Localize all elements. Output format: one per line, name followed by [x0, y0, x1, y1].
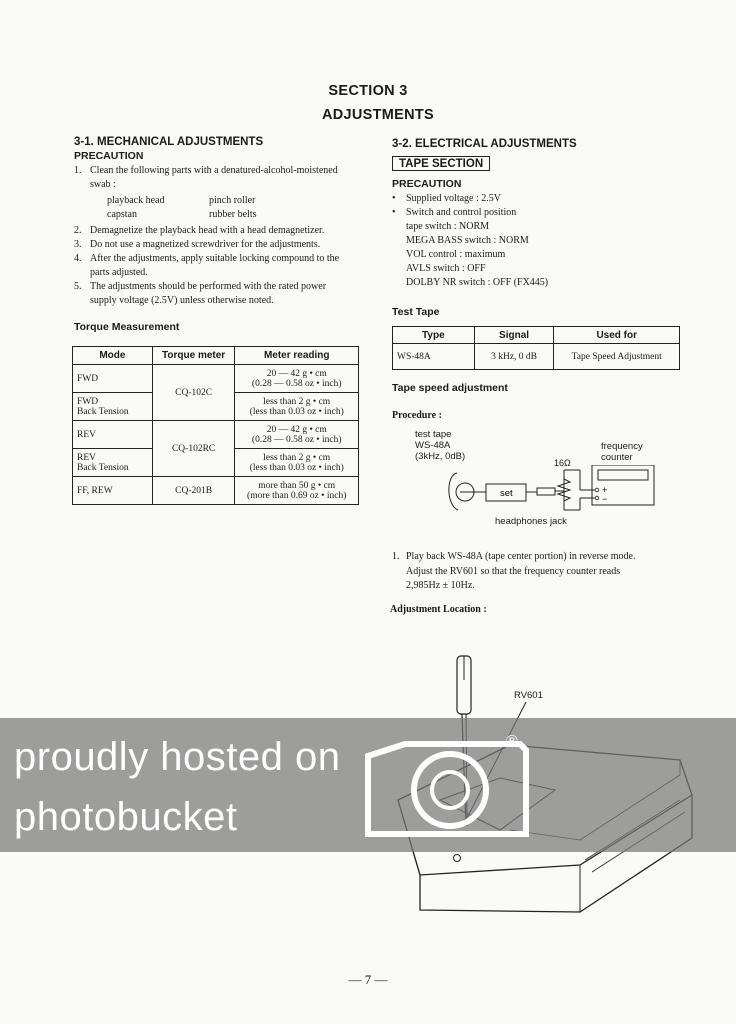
mode-cell: Back Tension: [77, 462, 129, 473]
minus-terminal: −: [602, 494, 608, 504]
plus-terminal: +: [602, 485, 608, 495]
part-item: pinch roller: [209, 195, 256, 206]
step-1: [74, 164, 374, 192]
switch-setting: MEGA BASS switch : NORM: [406, 235, 529, 246]
step-text: Do not use a magnetized screwdriver for the adjustments.: [90, 239, 321, 250]
step-text: parts adjusted.: [90, 267, 148, 278]
tape-label-line: (3kHz, 0dB): [415, 451, 466, 462]
watermark-line1: proudly hosted on: [14, 735, 341, 779]
step-text: Play back WS-48A (tape center portion) in reverse mode.: [406, 551, 636, 562]
bullet-icon: •: [392, 207, 396, 218]
bullet-text: Supplied voltage : 2.5V: [406, 193, 501, 204]
step-text: swab :: [90, 179, 116, 190]
mode-cell: REV: [77, 429, 96, 440]
step-number: 1.: [74, 165, 82, 176]
counter-label-line: frequency: [601, 441, 643, 452]
reading-cell: (less than 0.03 oz • inch): [249, 462, 344, 473]
page-title: ADJUSTMENTS: [321, 107, 435, 123]
torque-header-meter: Torque meter: [152, 347, 235, 365]
tape-header-type: Type: [393, 327, 475, 344]
reading-cell: (0.28 — 0.58 oz • inch): [251, 434, 342, 445]
reading-cell: less than 2 g • cm: [263, 452, 331, 463]
step-number: 5.: [74, 281, 82, 292]
switch-setting: DOLBY NR switch : OFF (FX445): [406, 277, 549, 288]
step-number: 2.: [74, 225, 82, 236]
watermark-line2: photobucket: [14, 795, 238, 839]
mechanical-precaution: PRECAUTION: [74, 150, 144, 162]
switch-setting: VOL control : maximum: [406, 249, 506, 260]
mode-cell: REV: [77, 452, 96, 463]
step-number: 3.: [74, 239, 82, 250]
reading-cell: (less than 0.03 oz • inch): [249, 406, 344, 417]
table-row: [73, 477, 359, 505]
meter-cell: CQ-102C: [152, 365, 235, 421]
table-row: [73, 421, 359, 449]
switch-setting: tape switch : NORM: [406, 221, 490, 232]
mode-cell: Back Tension: [77, 406, 129, 417]
electrical-precaution: PRECAUTION: [392, 178, 462, 190]
step-text: Adjust the RV601 so that the frequency counter reads: [406, 565, 621, 577]
reading-cell: less than 2 g • cm: [263, 396, 331, 407]
tape-label-line: WS-48A: [415, 440, 451, 451]
test-tape-heading: Test Tape: [392, 306, 440, 318]
step-text: 2,985Hz ± 10Hz.: [406, 580, 475, 591]
table-row: [393, 344, 680, 370]
tape-player-icon: [449, 473, 458, 510]
parts-list: [107, 194, 327, 222]
step-text: supply voltage (2.5V) unless otherwise noted.: [90, 295, 274, 306]
tape-type-cell: WS-48A: [393, 344, 475, 370]
switch-setting: AVLS switch : OFF: [406, 263, 486, 274]
part-item: rubber belts: [209, 209, 257, 220]
set-label: set: [500, 488, 513, 499]
tape-signal-cell: 3 kHz, 0 dB: [474, 344, 554, 370]
torque-header-mode: Mode: [73, 347, 153, 365]
circuit-diagram: [440, 465, 680, 520]
mechanical-heading: 3-1. MECHANICAL ADJUSTMENTS: [74, 136, 264, 148]
torque-header-reading: Meter reading: [235, 347, 359, 365]
reading-cell: (0.28 — 0.58 oz • inch): [251, 378, 342, 389]
registered-mark: ®: [506, 733, 518, 750]
adjust-step-1: [392, 550, 692, 594]
reading-cell: 20 — 42 g • cm: [266, 368, 327, 379]
tape-header-used: Used for: [554, 327, 680, 344]
torque-heading: Torque Measurement: [74, 321, 180, 333]
mode-cell: FF, REW: [77, 485, 113, 496]
meter-cell: CQ-201B: [152, 477, 235, 505]
reading-cell: more than 50 g • cm: [258, 480, 336, 491]
meter-cell: CQ-102RC: [152, 421, 235, 477]
step-number: 4.: [74, 253, 82, 264]
step-text: The adjustments should be performed with the rated power: [90, 281, 327, 292]
tape-used-cell: Tape Speed Adjustment: [554, 344, 680, 370]
procedure-heading: Procedure :: [392, 410, 442, 421]
tape-section-label: TAPE SECTION: [392, 156, 490, 171]
part-item: playback head: [107, 195, 165, 206]
electrical-heading: 3-2. ELECTRICAL ADJUSTMENTS: [392, 138, 577, 150]
tape-header-signal: Signal: [474, 327, 554, 344]
location-heading: Adjustment Location :: [390, 604, 487, 615]
counter-label: [601, 441, 643, 463]
part-item: capstan: [107, 209, 137, 220]
step-text: Clean the following parts with a denatured-alcohol-moistened: [90, 165, 338, 176]
page-number: — 7 —: [348, 972, 388, 987]
reading-cell: (more than 0.69 oz • inch): [247, 490, 347, 501]
resistor-label: 16Ω: [554, 458, 571, 468]
rv601-label: RV601: [514, 690, 543, 701]
mode-cell: FWD: [77, 396, 99, 407]
table-row: [73, 365, 359, 393]
counter-display: [598, 470, 648, 480]
jack-icon: [454, 855, 461, 862]
section-number: SECTION 3: [328, 83, 408, 99]
counter-label-line: counter: [601, 452, 633, 463]
bullet-icon: •: [392, 193, 396, 204]
torque-table: [72, 346, 359, 505]
jack-label: headphones jack: [495, 516, 567, 527]
step-text: Demagnetize the playback head with a head demagnetizer.: [90, 225, 325, 236]
test-tape-table: [392, 326, 680, 370]
bullet-text: Switch and control position: [406, 207, 517, 218]
step-number: 1.: [392, 551, 400, 562]
steps-list: [74, 224, 374, 308]
speed-heading: Tape speed adjustment: [392, 382, 508, 394]
plug-icon: [537, 488, 555, 495]
tape-label: [415, 429, 465, 462]
tape-label-line: test tape: [415, 429, 452, 440]
precaution-list: [392, 192, 682, 290]
reading-cell: 20 — 42 g • cm: [266, 424, 327, 435]
mode-cell: FWD: [77, 373, 99, 384]
step-text: After the adjustments, apply suitable locking compound to the: [90, 253, 340, 264]
